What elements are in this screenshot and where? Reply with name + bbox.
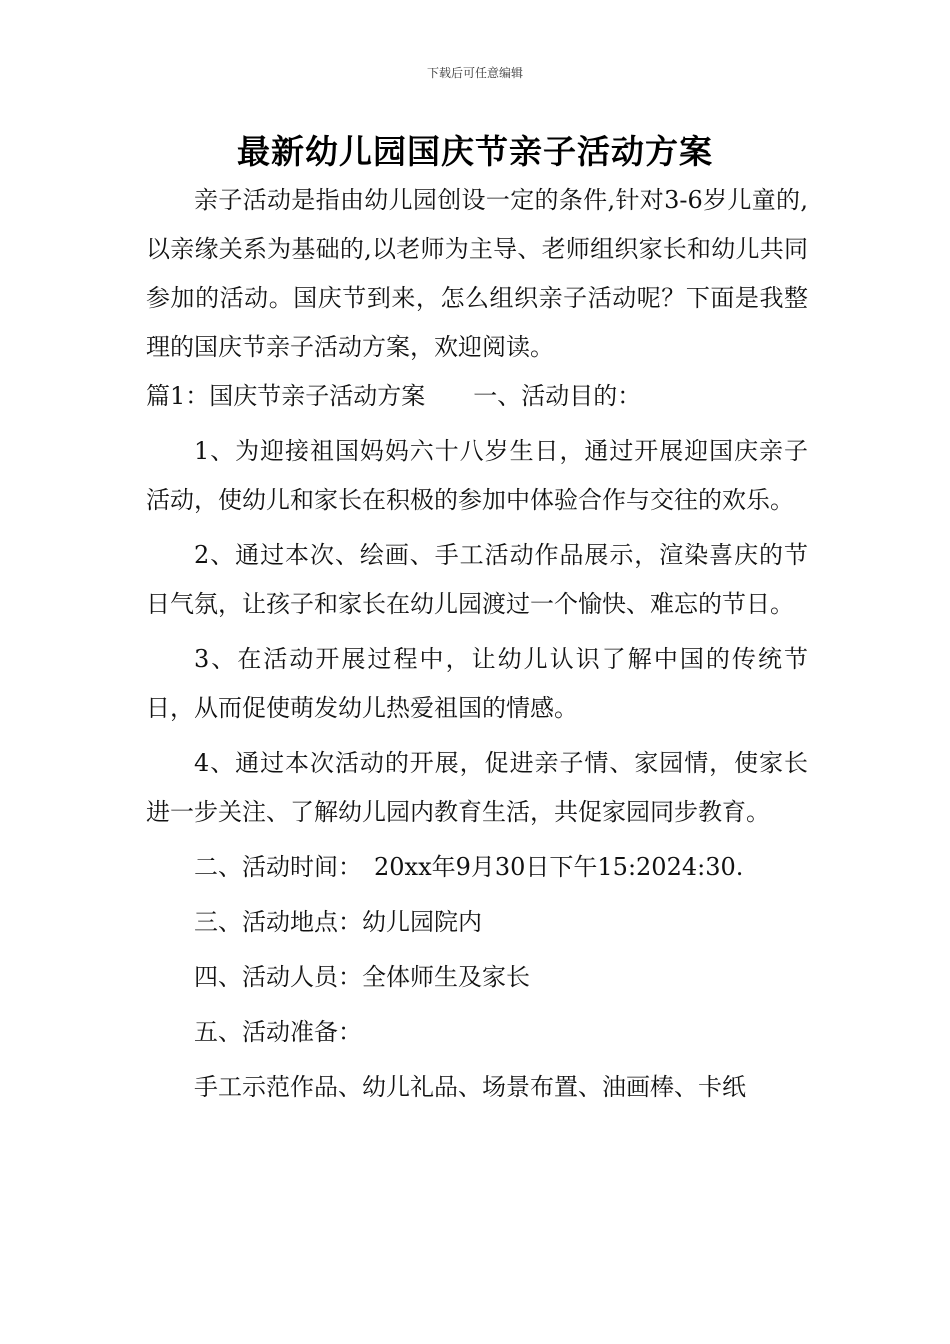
document-title: 最新幼儿园国庆节亲子活动方案 — [237, 132, 713, 171]
goal-item-4: 4、通过本次活动的开展，促进亲子情、家园情，使家长进一步关注、了解幼儿园内教育生活，共促家园同步教育。 — [146, 749, 808, 826]
goal-item-2: 2、通过本次、绘画、手工活动作品展示，渲染喜庆的节日气氛，让孩子和家长在幼儿园渡过一个愉快、难忘的节日。 — [146, 541, 808, 618]
activity-participants: 四、活动人员：全体师生及家长 — [194, 963, 530, 991]
activity-time: 二、活动时间： 20xx年9月30日下午15:2024:30. — [194, 853, 744, 881]
goal-item-1: 1、为迎接祖国妈妈六十八岁生日，通过开展迎国庆亲子活动，使幼儿和家长在积极的参加中体验合作与交往的欢乐。 — [146, 437, 808, 514]
activity-preparation: 五、活动准备： — [194, 1018, 362, 1046]
page-header-note: 下载后可任意编辑 — [426, 66, 523, 80]
goal-item-3: 3、在活动开展过程中，让幼儿认识了解中国的传统节日，从而促使萌发幼儿热爱祖国的情感。 — [146, 645, 808, 722]
activity-location: 三、活动地点：幼儿园院内 — [194, 908, 482, 936]
intro-paragraph: 亲子活动是指由幼儿园创设一定的条件,针对3-6岁儿童的,以亲缘关系为基础的,以老师为主导、老师组织家长和幼儿共同参加的活动。国庆节到来，怎么组织亲子活动呢？下面是我整理的国庆节亲子活动方案，欢迎阅读。 — [146, 186, 808, 361]
document-body — [146, 176, 808, 1112]
preparation-materials: 手工示范作品、幼儿礼品、场景布置、油画棒、卡纸 — [194, 1073, 746, 1101]
section-heading: 篇1：国庆节亲子活动方案 一、活动目的： — [146, 382, 642, 410]
